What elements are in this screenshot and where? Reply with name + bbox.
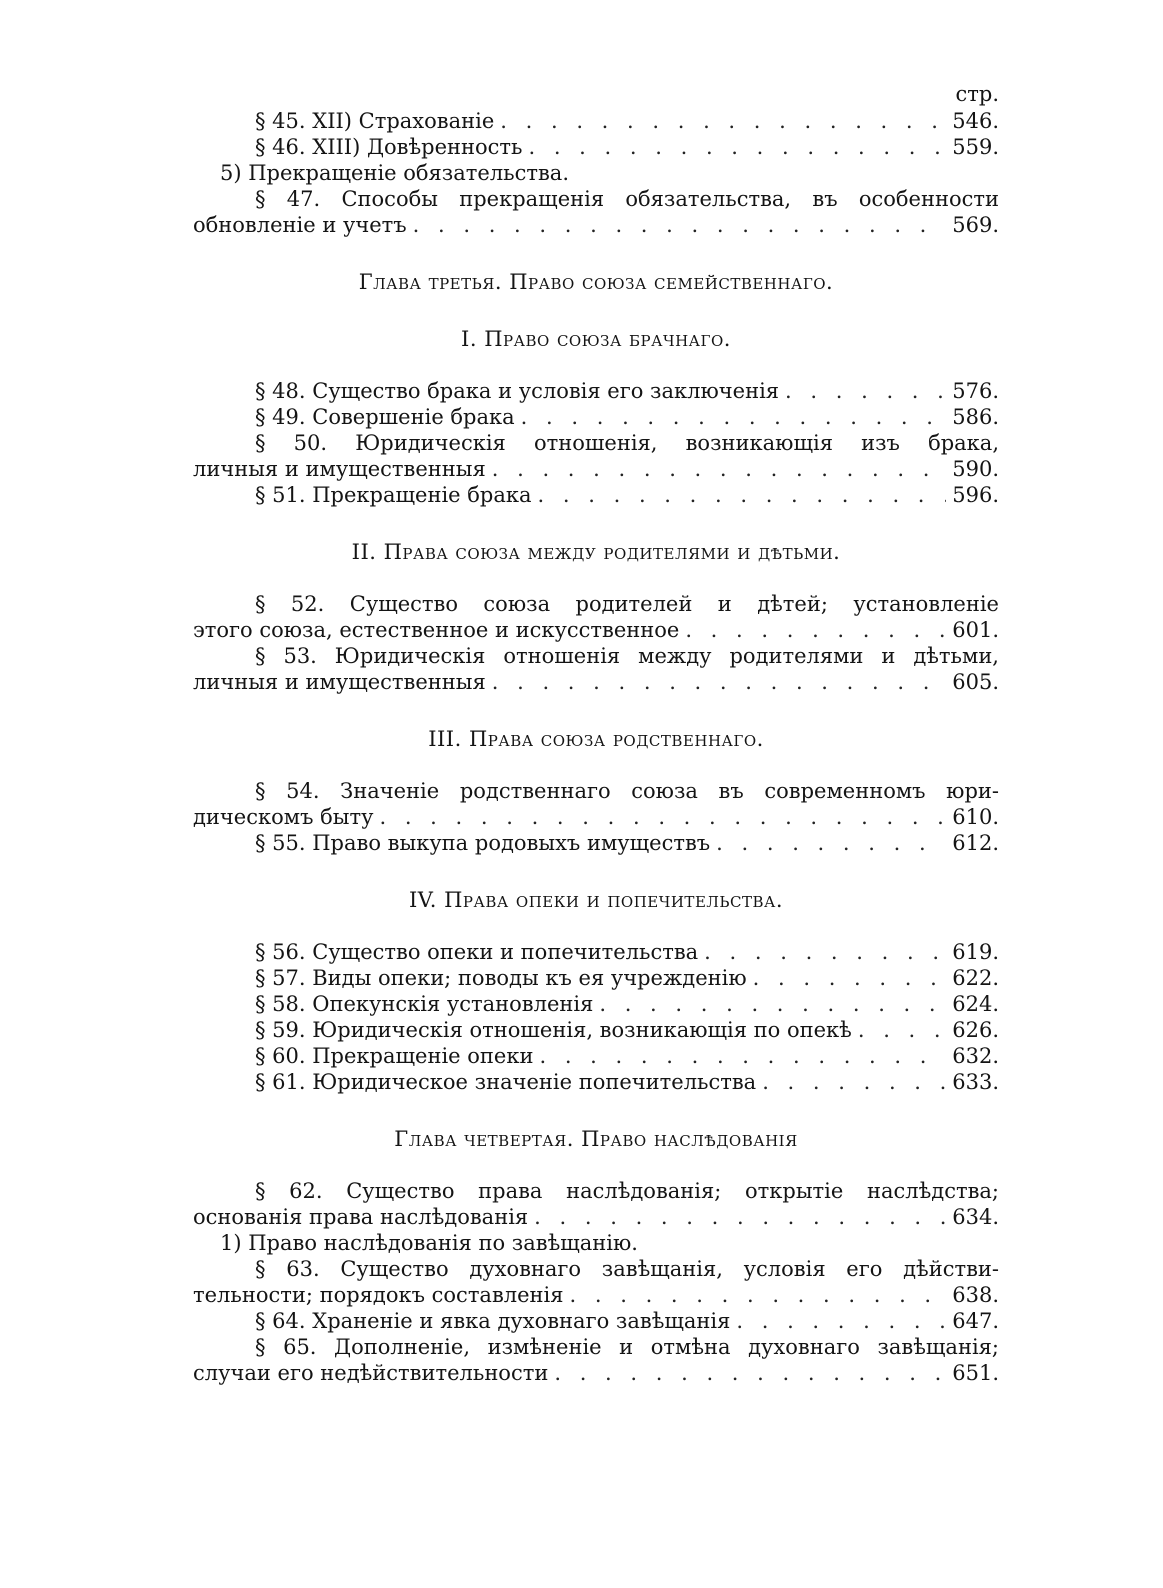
toc-entry — [193, 108, 999, 134]
section-heading: III. Права союза родственнаго. — [428, 727, 764, 751]
leader-dots — [570, 1282, 947, 1308]
leader-dots — [379, 804, 946, 830]
toc-entry-line1: § 52. Существо союза родителей и дѣтей; установленіе — [255, 592, 999, 616]
toc-entry-line2: дическомъ быту . . . 610. — [193, 804, 999, 830]
toc-page — [193, 80, 999, 1386]
leader-dots — [785, 378, 946, 404]
leader-dots — [704, 939, 946, 965]
leader-dots — [528, 134, 946, 160]
leader-dots — [538, 482, 947, 508]
toc-entry-line2: личныя и имущественныя . . . 605. — [193, 669, 999, 695]
leader-dots — [753, 965, 947, 991]
toc-entry-line1: § 50. Юридическія отношенія, возникающія изъ брака, — [255, 431, 999, 455]
toc-entry: § 55. Право выкупа родовыхъ имуществъ . . . 612. — [193, 830, 999, 856]
entry-page: 569. — [952, 213, 999, 237]
leader-dots — [521, 404, 947, 430]
toc-entry: § 64. Храненіе и явка духовнаго завѣщанія . . . 647. — [193, 1308, 999, 1334]
toc-entry: § 56. Существо опеки и попечительства . . . 619. — [193, 939, 999, 965]
entry-page: 559. — [952, 135, 999, 159]
leader-dots — [736, 1308, 946, 1334]
toc-entry-line2: личныя и имущественныя . . . 590. — [193, 456, 999, 482]
chapter-heading: Глава третья. Право союза семейственнаго. — [358, 270, 834, 294]
toc-entry-line2: тельности; порядокъ составленія . . . 638. — [193, 1282, 999, 1308]
leader-dots — [599, 991, 946, 1017]
toc-entry: § 59. Юридическія отношенія, возникающія по опекѣ . . . 626. — [193, 1017, 999, 1043]
section-heading: II. Права союза между родителями и дѣтьми. — [351, 540, 841, 564]
section-heading: I. Право союза брачнаго. — [461, 327, 731, 351]
leader-dots — [413, 212, 947, 238]
toc-entry: § 48. Существо брака и условія его заключенія . . . 576. — [193, 378, 999, 404]
leader-dots — [539, 1043, 946, 1069]
toc-entry — [193, 134, 999, 160]
toc-entry: § 60. Прекращеніе опеки . . . 632. — [193, 1043, 999, 1069]
leader-dots — [554, 1360, 946, 1386]
toc-entry: § 57. Виды опеки; поводы къ ея учрежденію . . . 622. — [193, 965, 999, 991]
entry-page: 546. — [952, 109, 999, 133]
leader-dots — [534, 1204, 946, 1230]
entry-title: § 46. XIII) Довѣренность — [255, 135, 523, 159]
leader-dots — [500, 108, 946, 134]
toc-entry-line1: § 62. Существо права наслѣдованія; открытіе наслѣдства; — [255, 1179, 999, 1203]
toc-entry-line2: этого союза, естественное и искусственное . . . 601. — [193, 617, 999, 643]
toc-entry: § 51. Прекращеніе брака . . . 596. — [193, 482, 999, 508]
toc-entry: § 61. Юридическое значеніе попечительства . . . 633. — [193, 1069, 999, 1095]
toc-subheading: 5) Прекращеніе обязательства. — [220, 161, 569, 185]
toc-entry-line1: § 63. Существо духовнаго завѣщанія, условія его дѣйстви- — [255, 1257, 999, 1281]
toc-entry-line2: случаи его недѣйствительности . . . 651. — [193, 1360, 999, 1386]
leader-dots — [492, 669, 946, 695]
toc-subheading: 1) Право наслѣдованія по завѣщанію. — [220, 1231, 638, 1255]
toc-entry-line2: основанія права наслѣдованія . . . 634. — [193, 1204, 999, 1230]
page-column-header: стр. — [955, 82, 999, 106]
leader-dots — [858, 1017, 946, 1043]
toc-entry: § 49. Совершеніе брака . . . 586. — [193, 404, 999, 430]
section-heading: IV. Права опеки и попечительства. — [408, 888, 784, 912]
leader-dots — [685, 617, 946, 643]
chapter-heading: Глава четвертая. Право наслѣдованія — [394, 1127, 798, 1151]
entry-title: § 45. XII) Страхованіе — [255, 109, 495, 133]
leader-dots — [762, 1069, 946, 1095]
toc-entry-line2: обновленіе и учетъ . . . 569. — [193, 212, 999, 238]
toc-entry-line1: § 47. Способы прекращенія обязательства, въ особенности — [255, 187, 999, 211]
toc-entry: § 58. Опекунскія установленія . . . 624. — [193, 991, 999, 1017]
leader-dots — [492, 456, 946, 482]
toc-entry-line1: § 53. Юридическія отношенія между родителями и дѣтьми, — [255, 644, 999, 668]
toc-entry-line1: § 65. Дополненіе, измѣненіе и отмѣна духовнаго завѣщанія; — [255, 1335, 999, 1359]
toc-entry-line1: § 54. Значеніе родственнаго союза въ современномъ юри- — [255, 779, 999, 803]
leader-dots — [716, 830, 946, 856]
